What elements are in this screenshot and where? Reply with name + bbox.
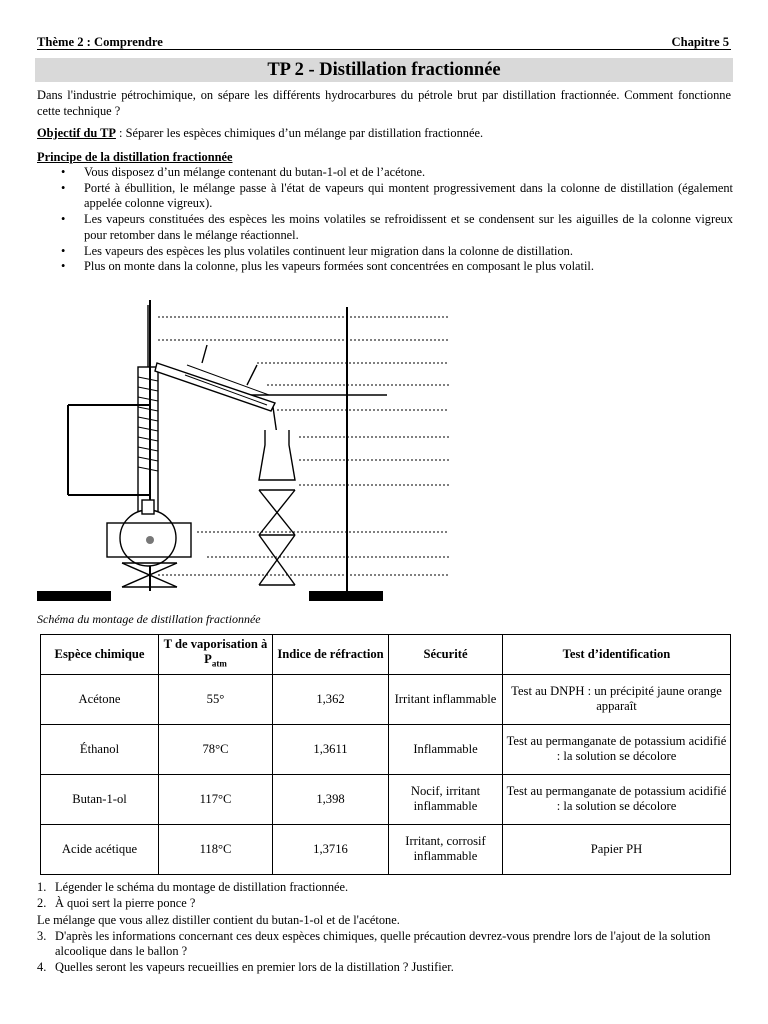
col-header-safety: Sécurité [389, 635, 503, 675]
bullet-icon: • [61, 243, 66, 258]
list-item: • Vous disposez d’un mélange contenant du butan-1-ol et de l’acétone. [61, 165, 426, 179]
list-item: • Porté à ébullition, le mélange passe à l'état de vapeurs qui montent progressivement dans la colonne de distillation (également appelée colonne vigreux). [61, 180, 733, 211]
col-header-refraction: Indice de réfraction [273, 635, 389, 675]
chapter-label: Chapitre 5 [671, 35, 729, 49]
table-header-row [41, 635, 731, 675]
page-title: TP 2 - Distillation fractionnée [35, 58, 733, 82]
col-header-test: Test d’identification [503, 635, 731, 675]
bullet-icon: • [61, 212, 66, 227]
list-item: • Plus on monte dans la colonne, plus les vapeurs formées sont concentrées en composant le plus volatil. [61, 259, 594, 274]
list-item: • Les vapeurs constituées des espèces les moins volatiles se refroidissent et se condensent sur les aiguilles de la colonne vigreux pour retomber dans le mélange réactionnel. [61, 212, 733, 242]
intro-paragraph: Dans l'industrie pétrochimique, on sépare les différents hydrocarbures du pétrole brut par distillation fractionnée. Comment fonctionne cette technique ? [37, 88, 731, 118]
question-3: 3. D'après les informations concernant ces deux espèces chimiques, quelle précaution devrez-vous prendre lors de l'ajout de la solution alcoolique dans le ballon ? [37, 928, 711, 958]
objective-label: Objectif du TP [37, 126, 116, 140]
header-divider [37, 49, 731, 50]
principle-title: Principe de la distillation fractionnée [37, 150, 233, 164]
table-row: Éthanol 78°C 1,3611 Inflammable Test au permanganate de potassium acidifié : la solution se décolore [41, 724, 731, 774]
question-4: 4. Quelles seront les vapeurs recueillies en premier lors de la distillation ? Justifier. [37, 959, 454, 974]
table-row: Acétone 55° 1,362 Irritant inflammable Test au DNPH : un précipité jaune orange apparaît [41, 674, 731, 724]
questions-section [37, 880, 731, 975]
species-table [40, 634, 731, 875]
col-header-temperature: T de vaporisation à $P_{atm}$ [159, 635, 273, 675]
theme-label: Thème 2 : Comprendre [37, 35, 163, 49]
list-item: • Les vapeurs des espèces les plus volatiles continuent leur migration dans la colonne de distillation. [61, 243, 573, 258]
objective-text: : Séparer les espèces chimiques d’un mélange par distillation fractionnée. [115, 126, 484, 140]
question-2: 2. À quoi sert la pierre ponce ? [37, 895, 196, 910]
distillation-schematic [37, 295, 451, 605]
objective-paragraph [37, 126, 731, 142]
question-1: 1. Légender le schéma du montage de distillation fractionnée. [37, 880, 349, 894]
col-header-species: Espèce chimique [41, 635, 159, 675]
table-row: Butan-1-ol 117°C 1,398 Nocif, irritant inflammable Test au permanganate de potassium acidifié : la solution se décolore [41, 774, 731, 824]
bullet-icon: • [61, 180, 66, 195]
bullet-icon: • [61, 259, 66, 274]
mixture-statement: Le mélange que vous allez distiller contient du butan-1-ol et de l'acétone. [37, 913, 400, 927]
principle-list [37, 165, 733, 275]
bullet-icon: • [61, 165, 66, 179]
table-row: Acide acétique 118°C 1,3716 Irritant, corrosif inflammable Papier PH [41, 824, 731, 874]
schematic-caption: Schéma du montage de distillation fractionnée [37, 612, 261, 626]
